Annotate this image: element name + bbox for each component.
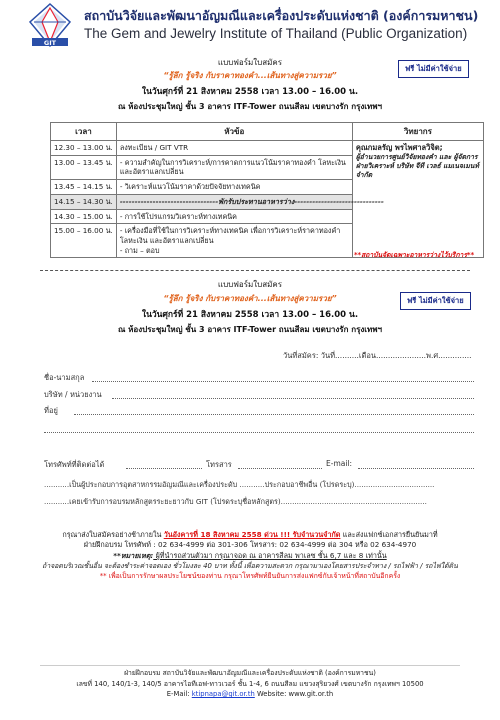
fax-label: โทรสาร (206, 460, 232, 469)
bottom-date-line: ในวันศุกร์ที่ 21 สิงหาคม 2558 เวลา 13.00 – 16.00 น. (141, 310, 359, 320)
footer-website[interactable]: Website: www.git.or.th (254, 690, 334, 699)
row-topic: - วิเคราะห์แนวโน้มราคาด้วยปัจจัยทางเทคนิค (116, 180, 352, 195)
row-topic: - ความสำคัญในการวิเคราะห์/การคาดการแนวโน้มราคาทองคำ โลหะเงิน และอัตราแลกเปลี่ยน (116, 155, 352, 179)
name-label: ชื่อ-นามสกุล (44, 373, 85, 382)
row-time: 14.30 – 15.00 น. (51, 209, 117, 224)
address-label: ที่อยู่ (44, 406, 58, 415)
git-logo (28, 2, 72, 48)
bottom-free-badge: ฟรี ไม่มีค่าใช้จ่าย (400, 292, 471, 310)
submission-instructions (24, 530, 476, 581)
top-date-line: ในวันศุกร์ที่ 21 สิงหาคม 2558 เวลา 13.00 – 16.00 น. (141, 87, 359, 97)
footer-email-label: E-Mail: (166, 690, 192, 699)
table-row (51, 141, 484, 156)
org-name-thai: สถาบันวิจัยและพัฒนาอัญมณีและเครื่องประดับแห่งชาติ (องค์การมหาชน) (84, 8, 479, 23)
header-speaker: วิทยากร (352, 123, 483, 141)
parking-note-2: ถ้าจอดบริเวณชั้นอื่น จะต้องชำระค่าจอดเอง ชั่วโมงละ 40 บาท ทั้งนี้ เพื่อความสะดวก กรุณามาเองโดยสารประจำทาง / รถไฟฟ้า / รถไฟใต้ดิน (42, 562, 458, 571)
address-field-line2[interactable] (44, 432, 474, 433)
footer (24, 668, 476, 700)
row-topic: - เครื่องมือที่ใช้ในการวิเคราะห์ทางเทคนิค เพื่อการวิเคราะห์ราคาทองคำ โลหะเงิน และอัตราแลกเปลี่ยน - ถาม – ตอบ (116, 224, 352, 258)
deadline-post: และส่งแฟกซ์เอกสารยืนยันมาที่ (340, 530, 438, 539)
snack-note: **สถาบันจัดเฉพาะอาหารว่างไว้บริการ** (354, 251, 475, 259)
footer-address: เลขที่ 140, 140/1-3, 140/5 อาคารไอทีเอฟ-ทาวเวอร์ ชั้น 1-4, 6 ถนนสีลม แขวงสุริยวงศ์ เขตบางรัก กรุงเทพฯ 10500 (76, 679, 424, 688)
row-time: 13.45 – 14.15 น. (51, 180, 117, 195)
header-topic: หัวข้อ (116, 123, 352, 141)
top-venue-line: ณ ห้องประชุมใหญ่ ชั้น 3 อาคาร ITF-Tower ถนนสีลม เขตบางรัก กรุงเทพฯ (117, 102, 383, 111)
cut-divider (40, 270, 470, 271)
top-form-title: แบบฟอร์มใบสมัคร (217, 58, 283, 67)
row-topic: ลงทะเบียน / GIT VTR (116, 141, 352, 156)
address-field[interactable] (74, 414, 474, 415)
speaker-role: ผู้อำนวยการศูนย์วิจัยทองคำ และ ผู้จัดการฝ่ายวิเคราะห์ บริษัท จีที เวลธ์ แมเนจเมนท์ จำกัด (355, 153, 479, 180)
email-label: E-mail: (326, 459, 353, 468)
contact-line: ฝ่ายฝึกอบรม โทรศัพท์ : 02 634-4999 ต่อ 301-306 โทรสาร: 02 634-4999 ต่อ 304 หรือ 02 634-4970 (83, 540, 417, 550)
fax-field[interactable] (238, 468, 322, 469)
row-topic: ---------------------------------พักรับประทานอาหารว่าง------------------------------ (116, 194, 352, 209)
footer-dept: ฝ่ายฝึกอบรม สถาบันวิจัยและพัฒนาอัญมณีและเครื่องประดับแห่งชาติ (องค์การมหาชน) (124, 669, 376, 677)
footer-divider (40, 665, 460, 666)
apply-date-field[interactable]: วันที่สมัคร: วันที่..........เดือน.....................พ.ศ.............. (283, 351, 472, 360)
company-field[interactable] (112, 398, 474, 399)
bottom-form-subtitle: “รู้ลึก รู้จริง กับราคาทองคำ...เส้นทางสู่ความรวย” (163, 294, 337, 303)
speaker-name: คุณกมลรัญ พรไพศาลวิจิต; (355, 143, 443, 152)
confirm-note: ** เพื่อเป็นการรักษาผลประโยชน์ของท่าน กรุณาโทรศัพท์ยืนยันการส่งแฟกซ์กับเจ้าหน้าที่สถาบันอีกครั้ง (99, 572, 401, 581)
course-history-option[interactable]: ...........เคยเข้ารับการอบรมหลักสูตรระยะยาวกับ GIT (โปรดระบุชื่อหลักสูตร)................................................................ (44, 497, 427, 506)
remark-label: **หมายเหตุ: (113, 550, 154, 560)
row-time: 12.30 – 13.00 น. (51, 141, 117, 156)
row-time: 15.00 – 16.00 น. (51, 224, 117, 258)
org-name-english: The Gem and Jewelry Institute of Thailand (Public Organization) (84, 26, 468, 41)
occupation-options[interactable]: ...........เป็นผู้ประกอบการอุตสาหกรรมอัญมณีและเครื่องประดับ ...........ประกอบอาชีพอื่น (โปรดระบุ)................................... (44, 480, 435, 489)
row-time: 13.00 – 13.45 น. (51, 155, 117, 179)
bottom-form-title: แบบฟอร์มใบสมัคร (217, 280, 283, 289)
phone-label: โทรศัพท์ที่ติดต่อได้ (44, 460, 105, 469)
top-free-badge: ฟรี ไม่มีค่าใช้จ่าย (398, 60, 469, 78)
deadline: วันอังคารที่ 18 สิงหาคม 2558 ด่วน !!! รับจำนวนจำกัด (163, 530, 341, 539)
row-topic: - การใช้โปรแกรมวิเคราะห์ทางเทคนิค (116, 209, 352, 224)
header-time: เวลา (51, 123, 117, 141)
phone-field[interactable] (126, 468, 202, 469)
top-form-subtitle: “รู้ลึก รู้จริง กับราคาทองคำ...เส้นทางสู่ความรวย” (163, 71, 337, 80)
schedule-table (50, 122, 484, 258)
row-time: 14.15 – 14.30 น. (51, 194, 117, 209)
footer-email-link[interactable]: ktipnapa@git.or.th (191, 690, 255, 699)
logo-text: GIT (43, 39, 57, 47)
parking-note: ผู้ที่นำรถส่วนตัวมา กรุณาจอด ณ อาคารสีลม พาเลซ ชั้น 6,7 และ 8 เท่านั้น (153, 550, 387, 560)
name-field[interactable] (92, 381, 474, 382)
deadline-pre: กรุณาส่งใบสมัครอย่างช้าภายใน (62, 530, 164, 539)
email-field[interactable] (358, 468, 474, 469)
company-label: บริษัท / หน่วยงาน (44, 390, 102, 399)
bottom-venue-line: ณ ห้องประชุมใหญ่ ชั้น 3 อาคาร ITF-Tower ถนนสีลม เขตบางรัก กรุงเทพฯ (117, 325, 383, 334)
